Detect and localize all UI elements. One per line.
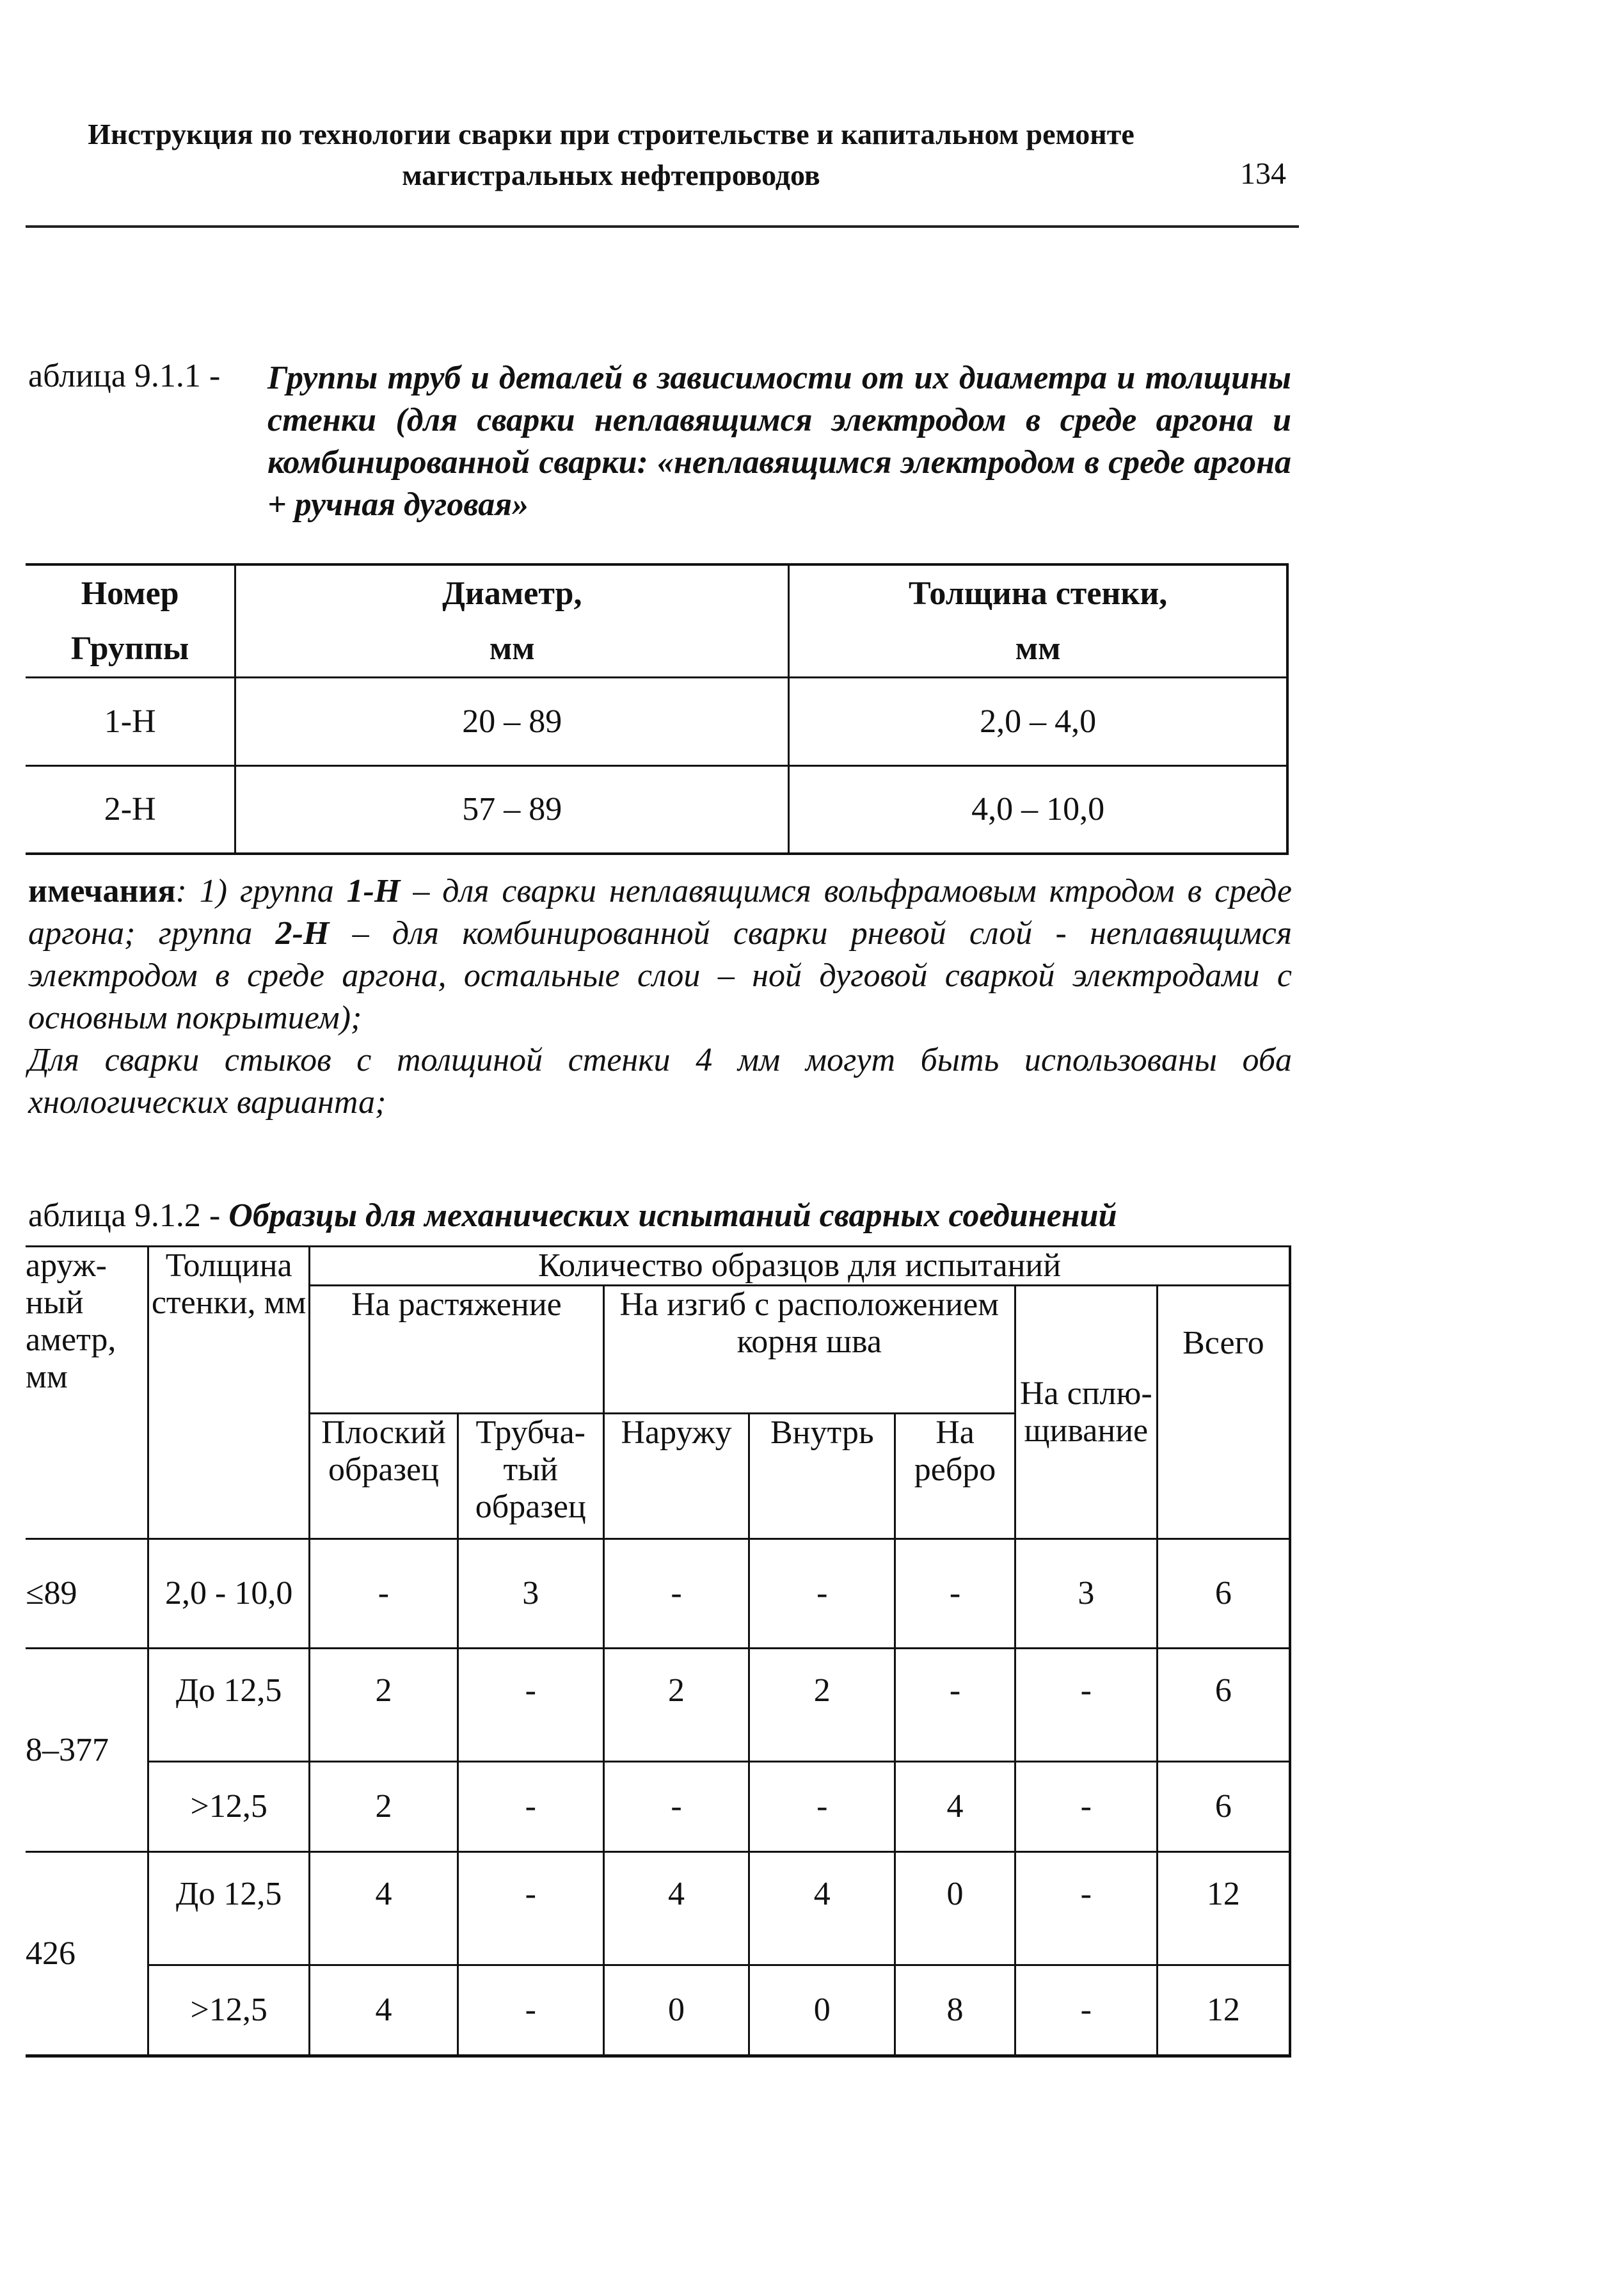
flat-cell: 4 — [310, 1852, 458, 1965]
table2-header-diameter: аруж- ный аметр, мм — [26, 1247, 148, 1539]
tubular-cell: 3 — [458, 1539, 603, 1649]
table-row — [26, 1762, 1290, 1852]
thickness-cell: 2,0 - 10,0 — [148, 1539, 310, 1649]
notes-group-2: 2-Н — [275, 915, 330, 952]
table-row — [26, 765, 1287, 854]
flat-cell: 2 — [310, 1762, 458, 1852]
notes-lead: имечания — [28, 873, 176, 909]
table2-header-inward: Внутрь — [749, 1414, 895, 1539]
inward-cell: 2 — [749, 1649, 895, 1762]
table2-header-tubular-specimen: Трубча- тый образец — [458, 1414, 603, 1539]
edge-cell: 0 — [895, 1852, 1015, 1965]
table-row — [26, 677, 1287, 765]
table2-header-flat-specimen: Плоский образец — [310, 1414, 458, 1539]
table2-caption-number: аблица 9.1.2 — [28, 1197, 201, 1234]
notes-text-a: 1) группа — [186, 873, 347, 909]
table1-header-diameter: Диаметр, — [235, 564, 789, 621]
total-cell: 6 — [1157, 1762, 1290, 1852]
table-row — [26, 1649, 1290, 1762]
table-row — [26, 1852, 1290, 1965]
table1-header-row-units — [26, 621, 1287, 677]
flatten-cell: - — [1015, 1762, 1157, 1852]
total-cell: 6 — [1157, 1649, 1290, 1762]
header-divider — [26, 225, 1299, 228]
flatten-cell: - — [1015, 1965, 1157, 2056]
thickness-cell: До 12,5 — [148, 1852, 310, 1965]
table-row — [26, 1539, 1290, 1649]
edge-cell: 8 — [895, 1965, 1015, 2056]
notes-group-1: 1-Н — [346, 873, 401, 909]
table2-header-total: Всего — [1157, 1286, 1290, 1539]
thickness-cell: >12,5 — [148, 1965, 310, 2056]
table2-header-tension: На растяжение — [310, 1286, 604, 1414]
notes-colon: : — [175, 873, 187, 909]
table2-header-edge: На ребро — [895, 1414, 1015, 1539]
outward-cell: 0 — [603, 1965, 749, 2056]
total-cell: 6 — [1157, 1539, 1290, 1649]
tubular-cell: - — [458, 1649, 603, 1762]
table-row — [26, 1965, 1290, 2056]
diameter-cell: 8–377 — [26, 1649, 148, 1852]
tubular-cell: - — [458, 1965, 603, 2056]
thickness-cell: 2,0 – 4,0 — [789, 677, 1287, 765]
table1-header-thickness-unit: мм — [789, 621, 1287, 677]
outward-cell: 4 — [603, 1852, 749, 1965]
total-cell: 12 — [1157, 1965, 1290, 2056]
table2-caption-separator: - — [200, 1197, 229, 1234]
diameter-cell: 426 — [26, 1852, 148, 2056]
flat-cell: 4 — [310, 1965, 458, 2056]
header-title-line2: магистральных нефтепроводов — [402, 159, 820, 191]
table1-caption-label — [28, 357, 220, 395]
edge-cell: 4 — [895, 1762, 1015, 1852]
table1-caption-number: аблица 9.1.1 — [28, 358, 201, 394]
tubular-cell: - — [458, 1852, 603, 1965]
table1-header-group: Номер — [26, 564, 235, 621]
group-cell: 1-Н — [26, 677, 235, 765]
table2-header-flatten: На сплю- щивание — [1015, 1286, 1157, 1539]
flat-cell: 2 — [310, 1649, 458, 1762]
total-cell: 12 — [1157, 1852, 1290, 1965]
mechanical-tests-table — [26, 1245, 1291, 2058]
table1-notes — [28, 870, 1292, 1124]
page-number: 134 — [1240, 157, 1286, 191]
notes-text-c: – для комбинированной сварки рневой слой - неплавящимся электродом в среде аргона, остальные слои – ной дуговой сваркой электродами с основным покрытием); — [28, 915, 1292, 1036]
diameter-cell: 57 – 89 — [235, 765, 789, 854]
inward-cell: - — [749, 1762, 895, 1852]
header-title-line1: Инструкция по технологии сварки при строительстве и капитальном ремонте — [88, 118, 1134, 150]
table1-header-group-line2: Группы — [70, 630, 189, 667]
table1-header-diameter-unit: мм — [235, 621, 789, 677]
inward-cell: 4 — [749, 1852, 895, 1965]
table2-caption-title: Образцы для механических испытаний сварных соединений — [228, 1197, 1117, 1234]
notes-text-b: – для сварки неплавящимся вольфрамовым ктродом в среде аргона; группа — [28, 873, 1293, 952]
diameter-cell: ≤89 — [26, 1539, 148, 1649]
outward-cell: 2 — [603, 1649, 749, 1762]
flatten-cell: 3 — [1015, 1539, 1157, 1649]
notes-paragraph-2: Для сварки стыков с толщиной стенки 4 мм могут быть использованы оба хнологических варианта; — [28, 1042, 1292, 1121]
table2-header-thickness: Толщина стенки, мм — [148, 1247, 310, 1539]
table1-caption-separator: - — [200, 358, 221, 394]
notes-paragraph-1 — [28, 870, 1292, 1039]
flat-cell: - — [310, 1539, 458, 1649]
thickness-cell: >12,5 — [148, 1762, 310, 1852]
outward-cell: - — [603, 1762, 749, 1852]
flatten-cell: - — [1015, 1649, 1157, 1762]
table2-caption — [28, 1197, 1292, 1235]
table2-header-count: Количество образцов для испытаний — [310, 1247, 1290, 1286]
tubular-cell: - — [458, 1762, 603, 1852]
table2-header-bend: На изгиб с расположением корня шва — [603, 1286, 1015, 1414]
inward-cell: 0 — [749, 1965, 895, 2056]
edge-cell: - — [895, 1539, 1015, 1649]
edge-cell: - — [895, 1649, 1015, 1762]
flatten-cell: - — [1015, 1852, 1157, 1965]
table1-header-thickness: Толщина стенки, — [789, 564, 1287, 621]
table2-header-outward: Наружу — [603, 1414, 749, 1539]
diameter-cell: 20 – 89 — [235, 677, 789, 765]
table2-header-row-1 — [26, 1247, 1290, 1286]
pipe-groups-table — [26, 563, 1289, 855]
page-header — [26, 114, 1197, 196]
inward-cell: - — [749, 1539, 895, 1649]
thickness-cell: 4,0 – 10,0 — [789, 765, 1287, 854]
table1-header-row — [26, 564, 1287, 621]
group-cell: 2-Н — [26, 765, 235, 854]
thickness-cell: До 12,5 — [148, 1649, 310, 1762]
outward-cell: - — [603, 1539, 749, 1649]
table1-caption-title: Группы труб и деталей в зависимости от их диаметра и толщины стенки (для сварки неплавящимся электродом в среде аргона и комбинированной сварки: «неплавящимся электродом в среде аргона + ручная дуговая» — [267, 360, 1291, 523]
